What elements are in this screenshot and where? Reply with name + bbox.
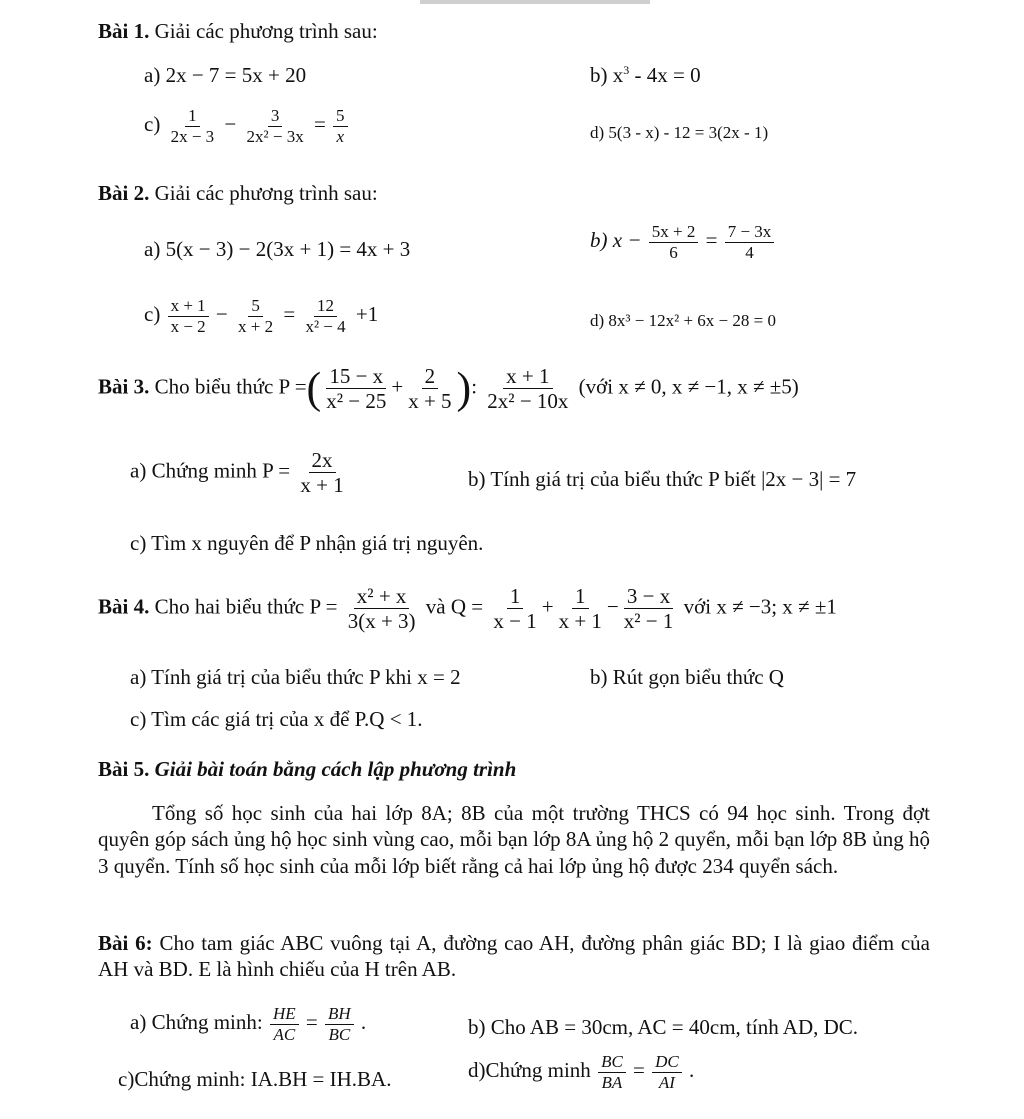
b2-b-frac2: $\frac{7 - 3x}{4}$ xyxy=(725,222,775,262)
b2-c: c) $\frac{x + 1}{x - 2}$ − $\frac{5}{x + 2}$ = $\frac{12}{\text{x² − 4}}$ +1 xyxy=(144,296,379,336)
b3-b xyxy=(468,466,856,492)
b2-a: a) 5(x − 3) − 2(3x + 1) = 4x + 3 xyxy=(144,237,411,261)
b6-d-frac1: $\frac{BC}{BA}$ xyxy=(598,1052,626,1092)
b1-c-label: c) xyxy=(144,111,161,136)
b3-frac1: $\frac{15 - x}{\text{x² − 25}}$ xyxy=(326,364,387,414)
b1-c-frac1: $\frac{1}{2x - 3}$ xyxy=(170,106,215,146)
b6-d: d)Chứng minh $\frac{BC}{BA}$ = $\frac{DC}{AI}$ . xyxy=(468,1052,695,1092)
b4-title: Bài 4. xyxy=(98,594,150,619)
b6-a-text: a) Chứng minh: xyxy=(130,1009,263,1034)
b2-c-tail: +1 xyxy=(355,301,379,326)
b6-a-frac1: $\frac{HE}{AC}$ xyxy=(270,1004,299,1044)
b5-heading xyxy=(98,756,516,782)
b1-b: b) $x^3 - 4x = 0$ xyxy=(590,63,701,87)
b4-p-frac: $\frac{\text{x² + x}}{3(x + 3)}$ xyxy=(347,584,416,634)
b3-condition: (với x ≠ 0, x ≠ −1, x ≠ ±5) xyxy=(578,374,799,399)
b1-a: a) 2x − 7 = 5x + 20 xyxy=(144,63,307,87)
b2-c-frac2: $\frac{5}{x + 2}$ xyxy=(238,296,274,336)
b2-c-frac1: $\frac{x + 1}{x - 2}$ xyxy=(168,296,209,336)
b4-and: và xyxy=(425,594,446,619)
b3-a xyxy=(130,448,349,497)
b2-d: d) 8x³ − 12x² + 6x − 28 = 0 xyxy=(590,311,776,330)
b3-b-text: b) Tính giá trị của biểu thức P biết xyxy=(468,467,756,491)
b4-q-frac3: $\frac{3 - x}{\text{x² − 1}}$ xyxy=(623,584,674,634)
b4-expression: Bài 4. Cho hai biểu thức P = $\frac{\text{x² + x}}{3(x + 3)}$ và Q = $\frac{1}{x - 1}$ + $\frac{1}{x + 1}$ − $\frac{3 - x}{\text{x² − 1}}$ với x ≠ −3; x ≠ ±1 xyxy=(98,584,837,634)
b4-condition: với x ≠ −3; x ≠ ±1 xyxy=(683,594,837,619)
b6-d-frac2: $\frac{DC}{AI}$ xyxy=(652,1052,682,1092)
b3-frac2: $\frac{2}{x + 5}$ xyxy=(408,364,452,414)
b4-p-eq: P = xyxy=(309,594,338,619)
b6-a: a) Chứng minh: $\frac{HE}{AC}$ = $\frac{BH}{BC}$ . xyxy=(130,1004,367,1044)
b1-b-rest: - 4x = 0 xyxy=(629,63,701,87)
b4-a: a) Tính giá trị của biểu thức P khi x = 2 xyxy=(130,665,461,689)
b4-prompt: Cho hai biểu thức xyxy=(154,594,305,619)
b3-p-eq: P = xyxy=(278,374,307,399)
b4-q-eq: Q = xyxy=(450,594,484,619)
b6-body: Cho tam giác ABC vuông tại A, đường cao AH, đường phân giác BD; I là giao điểm của AH và BD. E là hình chiếu của H trên AB. xyxy=(98,931,930,982)
top-edge-shadow xyxy=(420,0,650,4)
b6-d-text: d)Chứng minh xyxy=(468,1057,591,1082)
b3-b-eq: |2x − 3| = 7 xyxy=(761,467,857,491)
b3-prompt: Cho biểu thức xyxy=(154,374,274,399)
b3-a-eq: P = xyxy=(262,458,291,483)
b2-prompt: Giải các phương trình sau: xyxy=(154,181,378,205)
b2-b: b) x − $\frac{5x + 2}{6}$ = $\frac{7 - 3x}{4}$ xyxy=(590,222,776,262)
b1-heading xyxy=(98,18,378,44)
b2-c-frac3: $\frac{12}{\text{x² − 4}}$ xyxy=(305,296,346,336)
b2-title: Bài 2. xyxy=(98,181,150,205)
b3-expression: Bài 3. Cho biểu thức P =( $\frac{15 - x}{\text{x² − 25}}$ + $\frac{2}{x + 5}$ ): $\frac{x + 1}{\text{2x² − 10x}}$ (với x ≠ 0, x ≠ −1, x ≠ ±5) xyxy=(98,363,799,414)
b1-c: c) $\frac{1}{2x - 3}$ − $\frac{3}{\text{2x² − 3x}}$ = $\frac{5}{x}$ xyxy=(144,106,350,146)
b5-title: Bài 5. xyxy=(98,757,150,781)
b3-a-text: a) Chứng minh xyxy=(130,458,257,483)
b4-q-frac1: $\frac{1}{x - 1}$ xyxy=(493,584,537,634)
b5-body: Tổng số học sinh của hai lớp 8A; 8B của một trường THCS có 94 học sinh. Trong đợt quyên góp sách ủng hộ học sinh vùng cao, mỗi bạn lớp 8A ủng hộ 2 quyển, mỗi bạn lớp 8B ủng hộ 3 quyển. Tính số học sinh của mỗi lớp biết rằng cả hai lớp ủng hộ được 234 quyển sách. xyxy=(98,801,930,878)
b1-prompt: Giải các phương trình sau: xyxy=(154,19,378,43)
b3-title: Bài 3. xyxy=(98,374,150,399)
b1-c-frac3: $\frac{5}{x}$ xyxy=(333,106,348,146)
b1-b-label: b) x xyxy=(590,63,624,87)
b2-c-label: c) xyxy=(144,301,161,326)
b1-d: d) 5(3 - x) - 12 = 3(2x - 1) xyxy=(590,123,769,142)
b4-b: b) Rút gọn biểu thức Q xyxy=(590,665,784,689)
b4-q-frac2: $\frac{1}{x + 1}$ xyxy=(558,584,602,634)
b5-subtitle: Giải bài toán bằng cách lập phương trình xyxy=(154,757,517,781)
b2-b-frac1: $\frac{5x + 2}{6}$ xyxy=(649,222,699,262)
b4-c: c) Tìm các giá trị của x để P.Q < 1. xyxy=(130,707,423,731)
b6-c: c)Chứng minh: IA.BH = IH.BA. xyxy=(118,1067,392,1091)
b3-frac3: $\frac{x + 1}{\text{2x² − 10x}}$ xyxy=(487,364,569,414)
b2-b-label: b) x − xyxy=(590,227,642,252)
b3-a-frac: $\frac{2x}{x + 1}$ xyxy=(300,448,344,498)
b6-b: b) Cho AB = 30cm, AC = 40cm, tính AD, DC. xyxy=(468,1015,859,1039)
b6-title: Bài 6: xyxy=(98,931,153,955)
b6-statement xyxy=(98,930,930,983)
b2-heading xyxy=(98,180,378,206)
b3-c: c) Tìm x nguyên để P nhận giá trị nguyên. xyxy=(130,531,484,555)
b1-c-frac2: $\frac{3}{\text{2x² − 3x}}$ xyxy=(246,106,304,146)
b6-a-frac2: $\frac{BH}{BC}$ xyxy=(325,1004,354,1044)
b1-title: Bài 1. xyxy=(98,19,150,43)
